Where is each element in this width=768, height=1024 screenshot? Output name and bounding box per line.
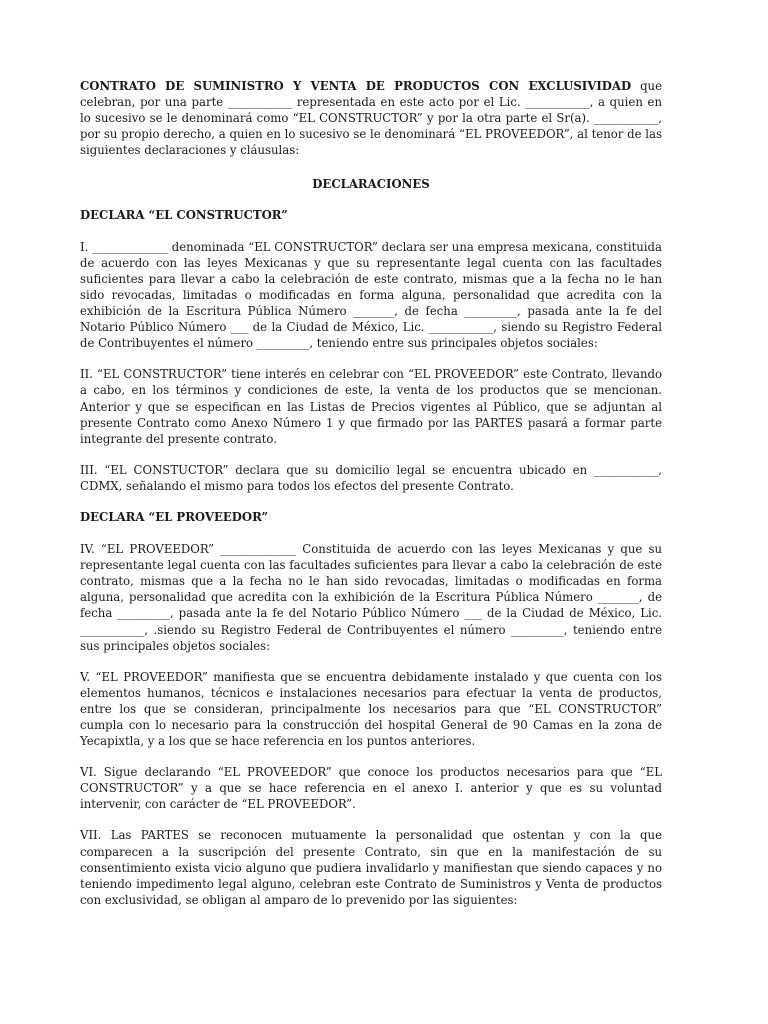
intro-text: que celebran, por una parte ___________ representada en este acto por el Lic. ___________, a quien en lo sucesivo se le denominará como “EL CONSTRUCTOR” y por la otra parte el Sr(a). ___________, por su propio derecho, a quien en lo sucesivo se le denominará “EL PROVEEDOR”, al tenor de las siguientes declaraciones y cláusulas: xyxy=(80,79,662,158)
contract-title: CONTRATO DE SUMINISTRO Y VENTA DE PRODUCTOS CON EXCLUSIVIDAD xyxy=(80,79,632,93)
declaration-ii: II. “EL CONSTRUCTOR” tiene interés en celebrar con “EL PROVEEDOR” este Contrato, llevando a cabo, en los términos y condiciones de este, la venta de los productos que se mencionan. Anterior y que se especifican en las Listas de Precios vigentes al Público, que se adjuntan al presente Contrato como Anexo Número 1 y que firmado por las PARTES pasará a formar parte integrante del presente contrato. xyxy=(80,367,662,446)
intro-paragraph xyxy=(80,78,662,158)
declaration-vii: VII. Las PARTES se reconocen mutuamente la personalidad que ostentan y con la que comparecen a la suscripción del presente Contrato, sin que en la manifestación de su consentimiento exista vicio alguno que pudiera invalidarlo y manifiestan que siendo capaces y no teniendo impedimento legal alguno, celebran este Contrato de Suministros y Venta de productos con exclusividad, se obligan al amparo de lo prevenido por las siguientes: xyxy=(80,828,662,907)
declaration-iii: III. “EL CONSTUCTOR” declara que su domicilio legal se encuentra ubicado en ___________, CDMX, señalando el mismo para todos los efectos del presente Contrato. xyxy=(80,462,662,493)
heading-declara-constructor: DECLARA “EL CONSTRUCTOR” xyxy=(80,207,288,222)
contract-document xyxy=(80,78,662,908)
section-title: DECLARACIONES xyxy=(312,177,430,192)
heading-declara-proveedor: DECLARA “EL PROVEEDOR” xyxy=(80,509,269,524)
declaration-i: I. _____________ denominada “EL CONSTRUCTOR” declara ser una empresa mexicana, constituida de acuerdo con las leyes Mexicanas y que su representante legal cuenta con las facultades suficientes para llevar a cabo la celebración de este contrato, mismas que a la fecha no le han sido revocadas, limitadas o modificadas en forma alguna, personalidad que acredita con la exhibición de la Escritura Pública Número _______, de fecha _________, pasada ante la fe del Notario Público Número ___ de la Ciudad de México, Lic. ___________, siendo su Registro Federal de Contribuyentes el número _________, teniendo entre sus principales objetos sociales: xyxy=(80,239,662,351)
declaration-vi: VI. Sigue declarando “EL PROVEEDOR” que conoce los productos necesarios para que “EL CONSTRUCTOR” y a que se hace referencia en el anexo I. anterior y que es su voluntad intervenir, con carácter de “EL PROVEEDOR”. xyxy=(80,765,662,812)
declaration-v: V. “EL PROVEEDOR” manifiesta que se encuentra debidamente instalado y que cuenta con los elementos humanos, técnicos e instalaciones necesarios para efectuar la venta de productos, entre los que se consideran, principalmente los necesarios para que “EL CONSTRUCTOR” cumpla con lo necesario para la construcción del hospital General de 90 Camas en la zona de Yecapixtla, y a los que se hace referencia en los puntos anteriores. xyxy=(80,669,662,749)
declaration-iv: IV. “EL PROVEEDOR” _____________ Constituida de acuerdo con las leyes Mexicanas y que su representante legal cuenta con las facultades suficientes para llevar a cabo la celebración de este contrato, mismas que a la fecha no le han sido revocadas, limitadas o modificadas en forma alguna, personalidad que acredita con la exhibición de la Escritura Pública Número _______, de fecha _________, pasada ante la fe del Notario Público Número ___ de la Ciudad de México, Lic. ___________, .siendo su Registro Federal de Contribuyentes el número _________, teniendo entre sus principales objetos sociales: xyxy=(80,542,662,653)
